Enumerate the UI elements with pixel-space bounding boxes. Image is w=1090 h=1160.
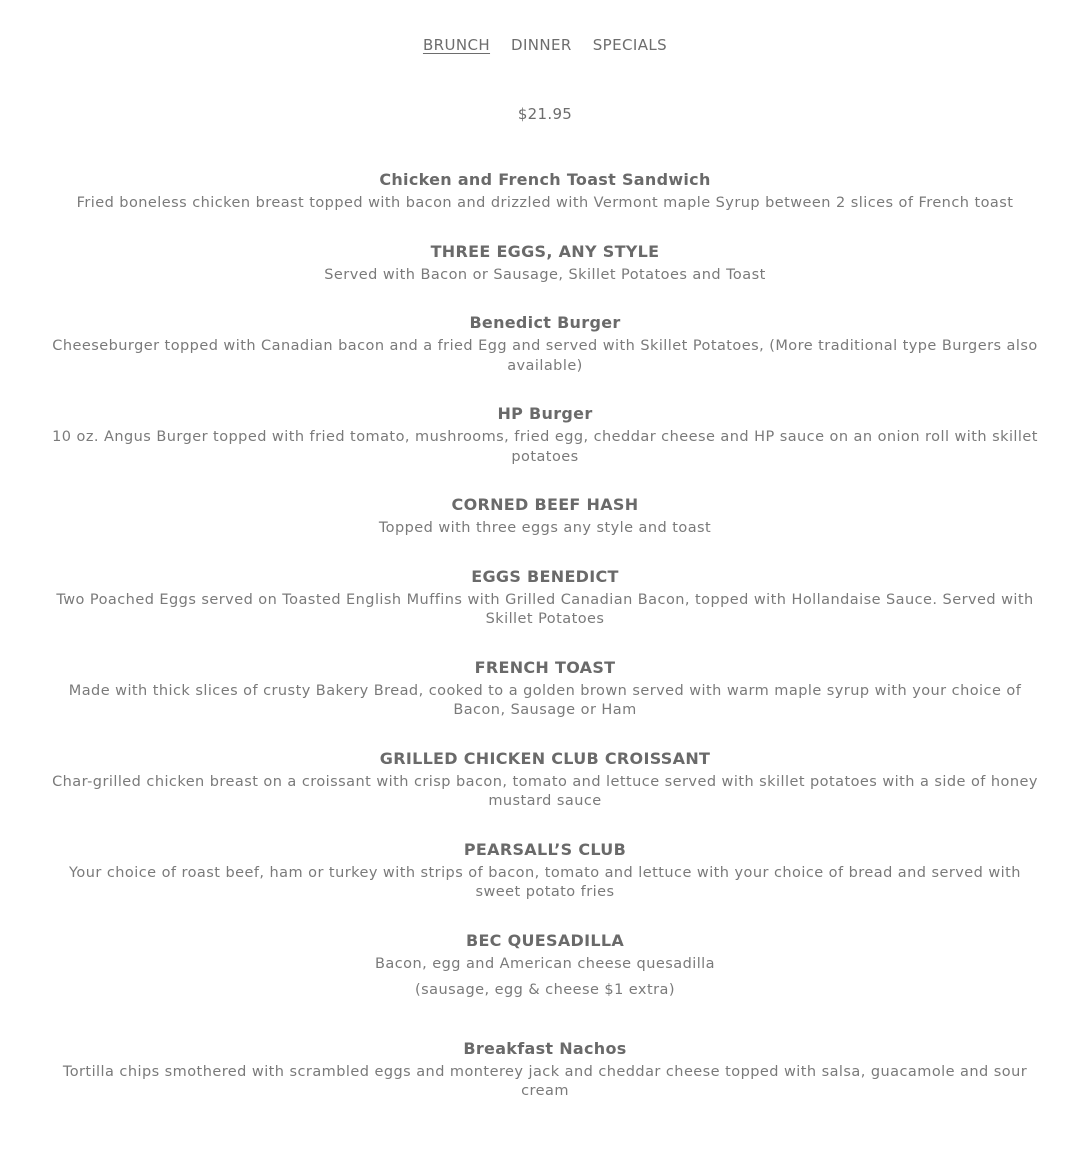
- menu-item: [40, 840, 1050, 903]
- tab-brunch[interactable]: BRUNCH: [422, 36, 491, 54]
- menu-item-name: THREE EGGS, ANY STYLE: [430, 241, 660, 261]
- menu-item-name: Chicken and French Toast Sandwich: [379, 170, 711, 189]
- menu-item-name: HP Burger: [497, 404, 593, 423]
- menu-item-description: Fried boneless chicken breast topped with bacon and drizzled with Vermont maple Syrup between 2 slices of French toast: [76, 195, 1014, 211]
- menu-item: [40, 931, 1050, 1001]
- menu-item-extra-note: (sausage, egg & cheese $1 extra): [415, 982, 675, 998]
- menu-list: [40, 170, 1050, 1130]
- menu-item-description: 10 oz. Angus Burger topped with fried tomato, mushrooms, fried egg, cheddar cheese and HP sauce on an onion roll with skillet potatoes: [52, 429, 1038, 465]
- menu-item-name: Benedict Burger: [469, 313, 621, 332]
- tab-specials[interactable]: SPECIALS: [592, 36, 668, 54]
- tab-dinner[interactable]: DINNER: [511, 36, 572, 54]
- menu-item-name: CORNED BEEF HASH: [451, 495, 639, 514]
- menu-item-description: Bacon, egg and American cheese quesadilla: [375, 955, 715, 972]
- menu-item-description: Tortilla chips smothered with scrambled eggs and monterey jack and cheddar cheese topped with salsa, guacamole and sour cream: [62, 1063, 1028, 1099]
- menu-tabs: [0, 36, 1090, 54]
- menu-item: [40, 170, 1050, 214]
- menu-item-description: Your choice of roast beef, ham or turkey with strips of bacon, tomato and lettuce with your choice of bread and served with sweet potato fries: [69, 864, 1021, 900]
- menu-item-description: Cheeseburger topped with Canadian bacon and a fried Egg and served with Skillet Potatoes, (More traditional type Burgers also available): [52, 338, 1038, 374]
- menu-item-name: Breakfast Nachos: [463, 1038, 627, 1058]
- menu-item-description: Made with thick slices of crusty Bakery Bread, cooked to a golden brown served with warm maple syrup with your choice of Bacon, Sausage or Ham: [68, 682, 1022, 718]
- menu-item-name: GRILLED CHICKEN CLUB CROISSANT: [379, 748, 711, 768]
- menu-item: [40, 313, 1050, 376]
- menu-item: [40, 404, 1050, 467]
- menu-item: [40, 242, 1050, 286]
- menu-item-name: BEC QUESADILLA: [465, 930, 625, 950]
- menu-item-name: FRENCH TOAST: [474, 657, 616, 677]
- menu-price: $21.95: [517, 105, 573, 123]
- menu-item-description: Served with Bacon or Sausage, Skillet Potatoes and Toast: [324, 266, 766, 283]
- menu-item-name: EGGS BENEDICT: [471, 566, 619, 586]
- menu-item: [40, 495, 1050, 539]
- menu-item: [40, 567, 1050, 630]
- menu-item-description: Topped with three eggs any style and toast: [378, 520, 712, 536]
- menu-item: [40, 658, 1050, 721]
- menu-item-description: Char-grilled chicken breast on a croissant with crisp bacon, tomato and lettuce served with skillet potatoes with a side of honey mustard sauce: [52, 773, 1038, 809]
- menu-item: [40, 749, 1050, 812]
- menu-item-description: Two Poached Eggs served on Toasted English Muffins with Grilled Canadian Bacon, topped with Hollandaise Sauce. Served with Skillet Potatoes: [56, 591, 1034, 627]
- menu-item-name: PEARSALL’S CLUB: [463, 839, 627, 859]
- menu-item: [40, 1039, 1050, 1102]
